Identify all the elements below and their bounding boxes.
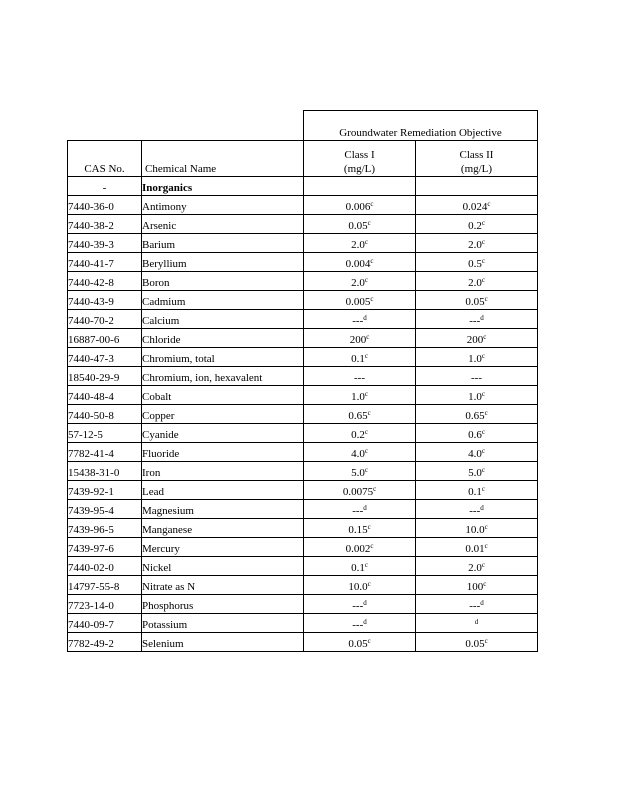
chemical-name-cell: Antimony <box>142 196 304 215</box>
class-i-value: 0.65 <box>348 410 368 422</box>
class-i-value-cell <box>304 557 416 576</box>
class-i-footnote-mark: d <box>363 618 367 626</box>
chemical-name-cell: Magnesium <box>142 500 304 519</box>
class-i-value: 10.0 <box>348 581 368 593</box>
chemical-name-cell: Mercury <box>142 538 304 557</box>
class-ii-footnote-mark: c <box>481 257 485 265</box>
class-i-value-cell <box>304 272 416 291</box>
class-i-value-cell <box>304 614 416 633</box>
cas-number-cell: 7440-36-0 <box>68 196 142 215</box>
class-i-value-cell <box>304 405 416 424</box>
class-ii-footnote-mark: c <box>481 276 485 284</box>
class-ii-value: 0.65 <box>465 410 485 422</box>
chemical-name-cell: Nickel <box>142 557 304 576</box>
class-ii-value-cell <box>416 443 538 462</box>
class-ii-footnote-mark: c <box>481 238 485 246</box>
class-ii-footnote-mark: c <box>484 409 488 417</box>
table-row <box>68 614 538 633</box>
class-ii-value: 0.6 <box>468 429 482 441</box>
class-i-value-cell <box>304 500 416 519</box>
cas-number-cell: 7439-97-6 <box>68 538 142 557</box>
class-ii-value: 4.0 <box>468 448 482 460</box>
class-ii-value: 2.0 <box>468 277 482 289</box>
class-ii-value-cell <box>416 614 538 633</box>
class-ii-footnote-mark: c <box>481 466 485 474</box>
cas-number-cell: 7440-50-8 <box>68 405 142 424</box>
class-i-value: 0.1 <box>351 562 365 574</box>
class-i-value: 2.0 <box>351 239 365 251</box>
class-i-value-cell <box>304 633 416 652</box>
class-ii-value: 0.05 <box>465 638 485 650</box>
cas-number-cell: 57-12-5 <box>68 424 142 443</box>
cas-number-cell: 7440-70-2 <box>68 310 142 329</box>
class-i-value: --- <box>352 315 364 327</box>
class-i-value-cell <box>304 481 416 500</box>
cas-number-cell: 7782-41-4 <box>68 443 142 462</box>
class-i-value: 0.006 <box>345 201 371 213</box>
class-i-value-cell <box>304 519 416 538</box>
class-i-value-cell <box>304 462 416 481</box>
table-row <box>68 519 538 538</box>
table-row <box>68 386 538 405</box>
table-row <box>68 234 538 253</box>
class-i-footnote-mark: c <box>370 200 374 208</box>
class-i-value: 0.1 <box>351 353 365 365</box>
class-i-value: --- <box>354 372 365 384</box>
class-ii-footnote-mark: c <box>483 333 487 341</box>
class-ii-value-cell <box>416 405 538 424</box>
class-i-value: 2.0 <box>351 277 365 289</box>
class-ii-value-cell <box>416 576 538 595</box>
chemical-name-cell: Copper <box>142 405 304 424</box>
class-ii-value-cell <box>416 633 538 652</box>
class-i-value-cell <box>304 215 416 234</box>
cas-number-cell: 18540-29-9 <box>68 367 142 386</box>
class-ii-value: 200 <box>466 334 484 346</box>
class-ii-value-cell <box>416 310 538 329</box>
chemical-name-cell: Calcium <box>142 310 304 329</box>
cas-header: CAS No. <box>68 141 142 177</box>
table-row <box>68 424 538 443</box>
cas-number-cell: 7440-48-4 <box>68 386 142 405</box>
cas-number-cell: 15438-31-0 <box>68 462 142 481</box>
chemical-name-cell: Phosphorus <box>142 595 304 614</box>
class-i-value-cell <box>304 310 416 329</box>
class-ii-footnote-mark: d <box>480 599 484 607</box>
class-ii-value-cell <box>416 215 538 234</box>
class-i-footnote-mark: c <box>370 295 374 303</box>
class-ii-footnote-mark: c <box>481 485 485 493</box>
class-i-footnote-mark: c <box>364 238 368 246</box>
class-ii-value-cell <box>416 500 538 519</box>
class-i-value: --- <box>352 600 364 612</box>
class-i-footnote-mark: d <box>363 599 367 607</box>
class-i-value-cell <box>304 538 416 557</box>
class-i-value-cell <box>304 348 416 367</box>
table-row <box>68 595 538 614</box>
class-i-value: 4.0 <box>351 448 365 460</box>
class-ii-value-cell <box>416 196 538 215</box>
chemical-name-cell: Cadmium <box>142 291 304 310</box>
class-ii-value-cell <box>416 462 538 481</box>
cas-number-cell: 7440-43-9 <box>68 291 142 310</box>
class-ii-value: --- <box>471 372 482 384</box>
class-ii-footnote-mark: c <box>481 447 485 455</box>
table-row <box>68 633 538 652</box>
chemical-name-cell: Chloride <box>142 329 304 348</box>
class-ii-footnote-mark: c <box>484 637 488 645</box>
cas-number-cell: 14797-55-8 <box>68 576 142 595</box>
class-ii-footnote-mark: c <box>481 428 485 436</box>
class-i-value-cell <box>304 291 416 310</box>
class-ii-value-cell <box>416 424 538 443</box>
class-ii-footnote-mark: c <box>481 352 485 360</box>
class-i-value-cell <box>304 234 416 253</box>
class-i-header <box>304 141 416 177</box>
class-ii-value-cell <box>416 557 538 576</box>
class-i-value-cell <box>304 443 416 462</box>
class-ii-value-cell <box>416 595 538 614</box>
table-row <box>68 576 538 595</box>
table-row <box>68 538 538 557</box>
cas-number-cell: 7439-92-1 <box>68 481 142 500</box>
class-ii-value-cell <box>416 234 538 253</box>
class-ii-value: 0.1 <box>468 486 482 498</box>
class-i-footnote-mark: c <box>364 352 368 360</box>
class-i-value: 0.004 <box>345 258 371 270</box>
class-ii-value-cell <box>416 291 538 310</box>
class-ii-value: --- <box>469 315 481 327</box>
class-ii-value: 2.0 <box>468 239 482 251</box>
table-row <box>68 215 538 234</box>
chemical-name-cell: Manganese <box>142 519 304 538</box>
class-ii-footnote-mark: c <box>481 219 485 227</box>
section-dash: - <box>68 177 142 196</box>
class-i-value: 5.0 <box>351 467 365 479</box>
class-i-value: 0.0075 <box>342 486 374 498</box>
table-row <box>68 405 538 424</box>
cas-number-cell: 7440-39-3 <box>68 234 142 253</box>
chemical-name-cell: Boron <box>142 272 304 291</box>
class-i-footnote-mark: c <box>366 333 370 341</box>
class-i-footnote-mark: c <box>364 390 368 398</box>
chemical-name-cell: Iron <box>142 462 304 481</box>
class-ii-value-cell <box>416 253 538 272</box>
class-i-footnote-mark: c <box>367 523 371 531</box>
table-row <box>68 443 538 462</box>
class-ii-value: 0.01 <box>465 543 485 555</box>
class-i-footnote-mark: c <box>370 542 374 550</box>
class-i-footnote-mark: c <box>364 466 368 474</box>
class-ii-value-cell <box>416 538 538 557</box>
class-i-footnote-mark: c <box>367 409 371 417</box>
class-ii-value: 1.0 <box>468 353 482 365</box>
table-row <box>68 329 538 348</box>
chemical-name-cell: Cobalt <box>142 386 304 405</box>
class-i-value: 0.15 <box>348 524 368 536</box>
cas-number-cell: 7439-95-4 <box>68 500 142 519</box>
group-header-row <box>68 111 538 141</box>
class-i-value-cell <box>304 367 416 386</box>
chemical-name-cell: Chromium, ion, hexavalent <box>142 367 304 386</box>
class-i-value: --- <box>352 505 364 517</box>
table-body <box>68 111 538 652</box>
class-ii-value: --- <box>469 600 481 612</box>
cas-number-cell: 7439-96-5 <box>68 519 142 538</box>
cas-number-cell: 7440-41-7 <box>68 253 142 272</box>
class-ii-value-cell <box>416 329 538 348</box>
class-ii-footnote-mark: c <box>483 580 487 588</box>
header-spacer <box>142 111 304 141</box>
class-i-value: 0.005 <box>345 296 371 308</box>
class-i-footnote-mark: c <box>367 637 371 645</box>
group-header: Groundwater Remediation Objective <box>304 111 538 141</box>
cas-number-cell: 7440-47-3 <box>68 348 142 367</box>
chemical-name-cell: Selenium <box>142 633 304 652</box>
column-header-row <box>68 141 538 177</box>
class-ii-footnote-mark: c <box>484 523 488 531</box>
class-i-footnote-mark: d <box>363 504 367 512</box>
class-ii-footnote-mark: c <box>484 542 488 550</box>
class-i-value: 0.05 <box>348 220 368 232</box>
chemical-name-cell: Nitrate as N <box>142 576 304 595</box>
class-i-footnote-mark: c <box>373 485 377 493</box>
section-empty-cell <box>304 177 416 196</box>
class-i-footnote-mark: c <box>364 447 368 455</box>
class-i-footnote-mark: c <box>367 219 371 227</box>
class-ii-value-cell <box>416 481 538 500</box>
class-ii-value: 0.5 <box>468 258 482 270</box>
chemical-name-cell: Cyanide <box>142 424 304 443</box>
class-i-value-cell <box>304 329 416 348</box>
class-i-value: 0.2 <box>351 429 365 441</box>
class-i-value: --- <box>352 619 364 631</box>
class-ii-value: 100 <box>466 581 484 593</box>
class-ii-unit: (mg/L) <box>460 163 493 175</box>
class-i-value-cell <box>304 253 416 272</box>
class-i-unit: (mg/L) <box>343 163 376 175</box>
table-row <box>68 196 538 215</box>
class-ii-value: 0.2 <box>468 220 482 232</box>
table-row <box>68 310 538 329</box>
class-ii-value: --- <box>469 505 481 517</box>
class-ii-footnote-mark: c <box>487 200 491 208</box>
class-i-value-cell <box>304 386 416 405</box>
class-ii-value-cell <box>416 386 538 405</box>
class-ii-footnote-mark: d <box>480 314 484 322</box>
class-ii-value: 1.0 <box>468 391 482 403</box>
class-ii-footnote-mark: c <box>481 561 485 569</box>
class-i-value-cell <box>304 595 416 614</box>
class-i-value-cell <box>304 576 416 595</box>
class-i-footnote-mark: c <box>370 257 374 265</box>
table-row <box>68 348 538 367</box>
chemical-name-cell: Beryllium <box>142 253 304 272</box>
table-row <box>68 500 538 519</box>
class-i-label: Class I <box>344 149 375 161</box>
class-ii-value-cell <box>416 367 538 386</box>
class-ii-header <box>416 141 538 177</box>
chemical-name-cell: Arsenic <box>142 215 304 234</box>
class-i-value: 0.05 <box>348 638 368 650</box>
class-i-value: 0.002 <box>345 543 371 555</box>
class-i-footnote-mark: c <box>364 276 368 284</box>
class-i-footnote-mark: c <box>364 428 368 436</box>
class-ii-label: Class II <box>459 149 494 161</box>
section-empty-cell <box>416 177 538 196</box>
section-label: Inorganics <box>142 177 304 196</box>
class-i-footnote-mark: c <box>367 580 371 588</box>
table-row <box>68 481 538 500</box>
cas-number-cell: 7723-14-0 <box>68 595 142 614</box>
cas-number-cell: 7440-02-0 <box>68 557 142 576</box>
chemical-name-cell: Barium <box>142 234 304 253</box>
table-row <box>68 557 538 576</box>
chemical-name-cell: Fluoride <box>142 443 304 462</box>
chemical-name-cell: Potassium <box>142 614 304 633</box>
table-row <box>68 272 538 291</box>
class-ii-value: 10.0 <box>465 524 485 536</box>
class-i-value-cell <box>304 196 416 215</box>
class-ii-value: 0.024 <box>462 201 488 213</box>
cas-number-cell: 7440-09-7 <box>68 614 142 633</box>
cas-number-cell: 7782-49-2 <box>68 633 142 652</box>
class-ii-value: 5.0 <box>468 467 482 479</box>
class-ii-value-cell <box>416 272 538 291</box>
table-row <box>68 367 538 386</box>
class-ii-value: 2.0 <box>468 562 482 574</box>
chemical-name-cell: Lead <box>142 481 304 500</box>
remediation-objectives-table <box>67 110 538 652</box>
class-ii-footnote-mark: d <box>474 618 479 626</box>
cas-number-cell: 7440-38-2 <box>68 215 142 234</box>
class-ii-footnote-mark: d <box>480 504 484 512</box>
class-i-value: 1.0 <box>351 391 365 403</box>
table-row <box>68 253 538 272</box>
class-ii-value-cell <box>416 348 538 367</box>
table-row <box>68 462 538 481</box>
class-i-footnote-mark: d <box>363 314 367 322</box>
table-row <box>68 291 538 310</box>
class-ii-value-cell <box>416 519 538 538</box>
class-ii-footnote-mark: c <box>481 390 485 398</box>
cas-number-cell: 7440-42-8 <box>68 272 142 291</box>
chemical-name-cell: Chromium, total <box>142 348 304 367</box>
class-i-value: 200 <box>349 334 367 346</box>
header-spacer <box>68 111 142 141</box>
class-i-footnote-mark: c <box>364 561 368 569</box>
class-ii-footnote-mark: c <box>484 295 488 303</box>
cas-number-cell: 16887-00-6 <box>68 329 142 348</box>
class-i-value-cell <box>304 424 416 443</box>
chemical-name-header: Chemical Name <box>142 141 304 177</box>
section-row <box>68 177 538 196</box>
class-ii-value: 0.05 <box>465 296 485 308</box>
